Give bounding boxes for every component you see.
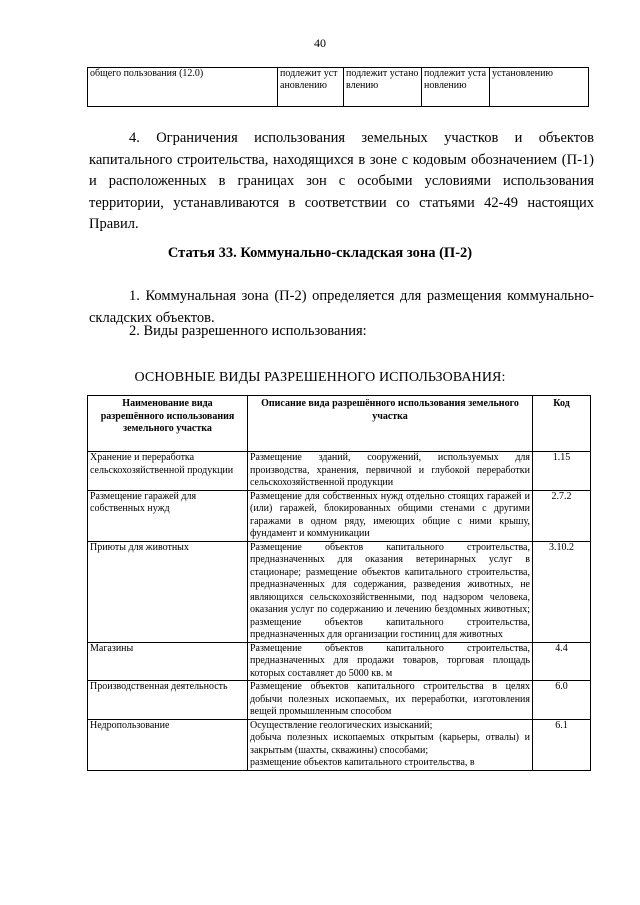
row-code: 3.10.2 — [533, 541, 591, 642]
table-cell: подлежит установлению — [278, 68, 344, 107]
article-heading: Статья 33. Коммунально-складская зона (П-2) — [167, 245, 473, 261]
row-code: 4.4 — [533, 642, 591, 681]
table-cell: подлежит установлению — [422, 68, 490, 107]
row-name: Хранение и переработка сельскохозяйственной продукции — [88, 452, 248, 491]
usage-types-table — [87, 395, 591, 771]
table-cell: общего пользования (12.0) — [88, 68, 278, 107]
row-name: Магазины — [88, 642, 248, 681]
table-row — [88, 68, 589, 107]
paragraph-restrictions: 4. Ограничения использования земельных участков и объектов капитального строительства, находящихся в зоне с кодовым обозначением (П-1) и расположенных в границах зон с особыми условиями использования территории, устанавливаются в соответствии со статьями 42-49 настоящих Правил. — [89, 130, 594, 232]
table-cell: подлежит установлению — [344, 68, 422, 107]
table-row — [88, 719, 591, 770]
row-description: Размещение для собственных нужд отдельно стоящих гаражей и (или) гаражей, блокированных общими стенами с другими гаражами в одном ряду, имеющих общие с ними крышу, фундамент и коммуникации — [248, 490, 533, 541]
row-code: 6.0 — [533, 681, 591, 720]
paragraph-usage-types: 2. Виды разрешенного использования: — [129, 323, 367, 339]
header-name: Наименование вида разрешённого использования земельного участка — [88, 396, 248, 452]
description-line: Осуществление геологических изысканий; — [250, 719, 433, 731]
header-code: Код — [533, 396, 591, 452]
table-row — [88, 642, 591, 681]
row-code: 2.7.2 — [533, 490, 591, 541]
top-continuation-table — [87, 67, 589, 107]
row-description: Размещение объектов капитального строительства, предназначенных для оказания ветеринарных услуг в стационаре; размещение объектов капитального строительства, предназначенных для содержания, разведения животных, не являющихся сельскохозяйственными, под надзором человека, оказания услуг по содержанию и лечению бездомных животных; размещение объектов капитального строительства, предназначенных для организации гостиниц для животных — [248, 541, 533, 642]
row-description: Размещение объектов капитального строительства, предназначенных для продажи товаров, торговая площадь которых составляет до 5000 кв. м — [248, 642, 533, 681]
table-row — [88, 681, 591, 720]
row-name: Приюты для животных — [88, 541, 248, 642]
row-name: Производственная деятельность — [88, 681, 248, 720]
table-row — [88, 541, 591, 642]
row-code: 6.1 — [533, 719, 591, 770]
table-header-row — [88, 396, 591, 452]
row-name: Недропользование — [88, 719, 248, 770]
page-number: 40 — [314, 36, 326, 50]
row-description — [248, 719, 533, 770]
description-line: добыча полезных ископаемых открытым (карьеры, отвалы) и закрытым (шахты, скважины) способами; — [250, 732, 530, 756]
header-description: Описание вида разрешённого использования земельного участка — [248, 396, 533, 452]
row-description: Размещение зданий, сооружений, используемых для производства, хранения, первичной и глубокой переработки сельскохозяйственной продукции — [248, 452, 533, 491]
paragraph-zone-definition: 1. Коммунальная зона (П-2) определяется для размещения коммунально-складских объектов. — [89, 288, 594, 326]
table-row — [88, 452, 591, 491]
row-name: Размещение гаражей для собственных нужд — [88, 490, 248, 541]
table-row — [88, 490, 591, 541]
row-code: 1.15 — [533, 452, 591, 491]
row-description: Размещение объектов капитального строительства в целях добычи полезных ископаемых, их переработки, изготовления вещей промышленным способом — [248, 681, 533, 720]
table-title: ОСНОВНЫЕ ВИДЫ РАЗРЕШЕННОГО ИСПОЛЬЗОВАНИЯ: — [134, 370, 506, 385]
table-cell: установлению — [490, 68, 589, 107]
description-line: размещение объектов капитального строительства, в — [250, 757, 475, 768]
